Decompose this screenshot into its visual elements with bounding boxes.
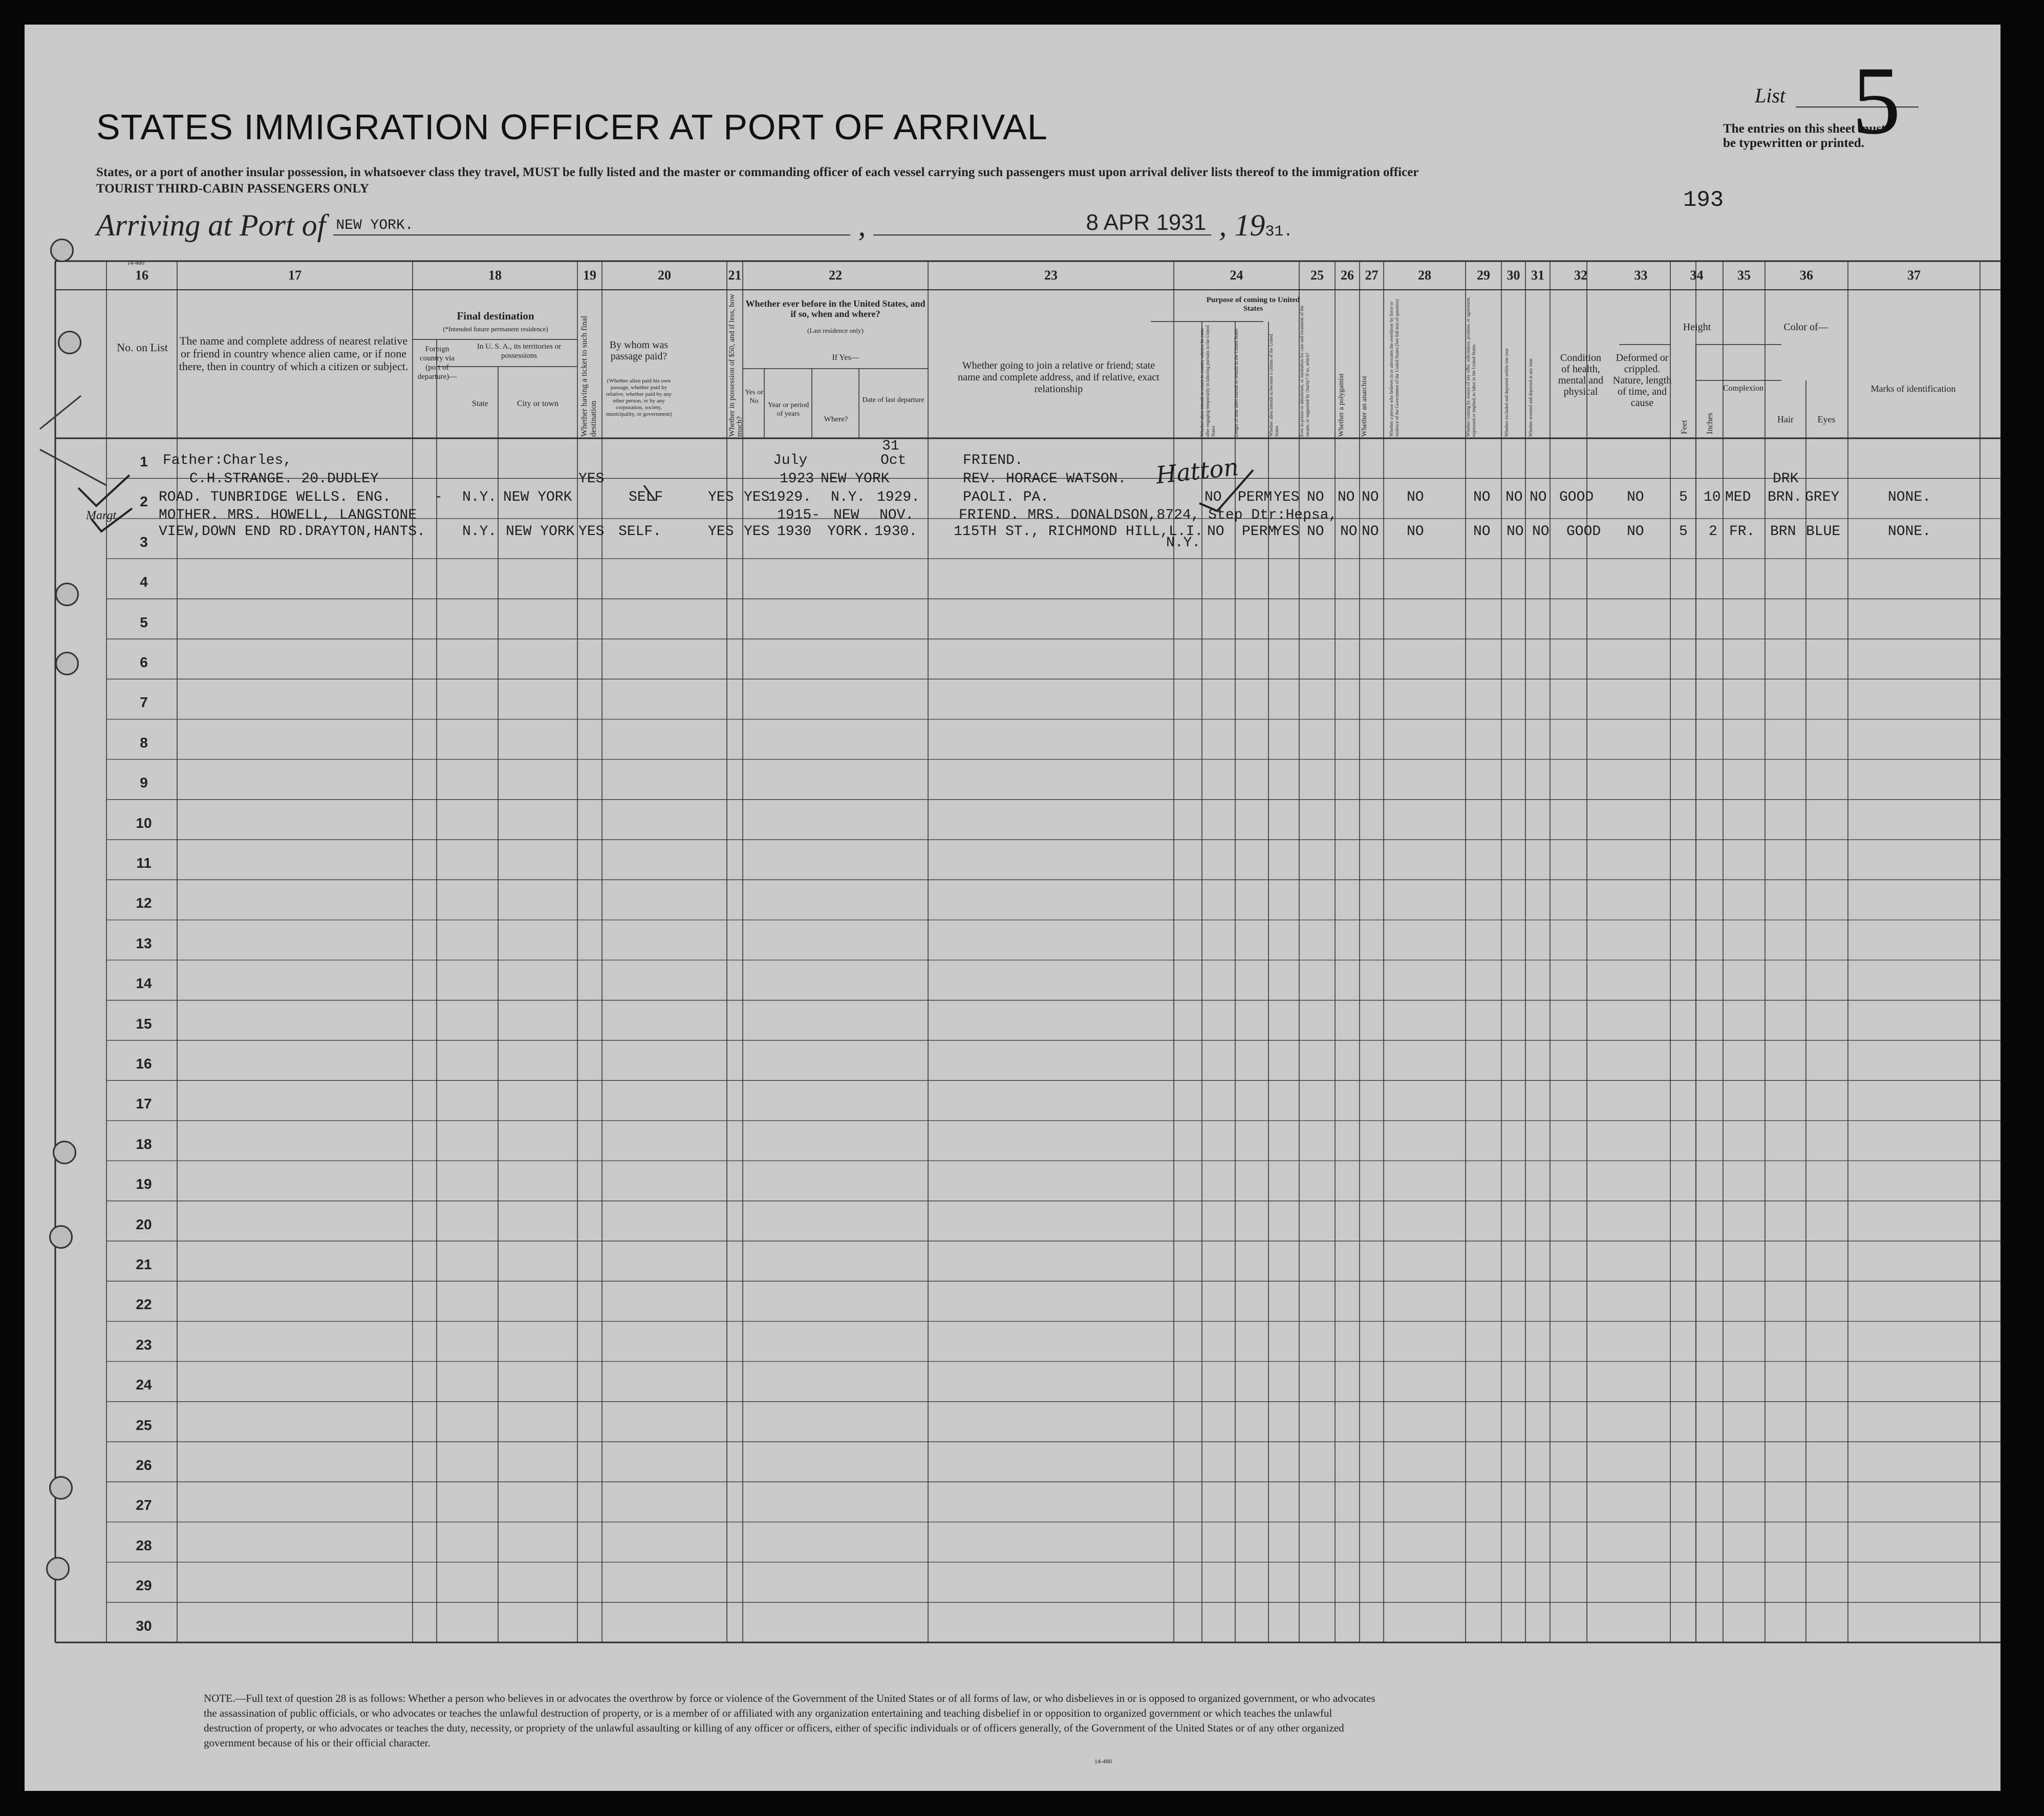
r1-join-c: PAOLI. PA. bbox=[963, 489, 1049, 505]
form-subtitle: States, or a port of another insular possession, in whatsoever class they travel, MUST be fully listed and the master or commanding officer of each vessel carrying such passengers must upon arrival deliver lists thereof to the immigration officer bbox=[96, 165, 1419, 179]
list-note: The entries on this sheet must be typewritten or printed. bbox=[1723, 122, 1886, 150]
r1-date-c: 1929. bbox=[877, 489, 920, 505]
footer-form-code: 14-480 bbox=[1094, 1758, 1112, 1765]
binder-hole bbox=[46, 1557, 70, 1580]
r1-relative-line3: ROAD. TUNBRIDGE WELLS. ENG. bbox=[159, 489, 391, 505]
r1-feet: 5 bbox=[1679, 489, 1688, 505]
row-number: 17 bbox=[136, 1096, 152, 1112]
column-number: 32 bbox=[1574, 268, 1587, 283]
column-number: 22 bbox=[829, 268, 842, 283]
port-name: NEW YORK. bbox=[336, 218, 414, 233]
r2-relative-line2: VIEW,DOWN END RD.DRAYTON,HANTS. bbox=[159, 524, 425, 540]
header-before-in-us: Whether ever before in the United States, and if so, when and where? bbox=[745, 298, 926, 319]
r2-inches: 2 bbox=[1709, 524, 1717, 540]
column-number: 33 bbox=[1634, 268, 1648, 283]
header-polygamist: Whether a polygamist bbox=[1338, 373, 1345, 437]
r2-state: N.Y. bbox=[462, 524, 497, 540]
header-health: Condition of health, mental and physical bbox=[1558, 352, 1604, 397]
column-number: 17 bbox=[288, 268, 302, 283]
header-hair: Hair bbox=[1777, 414, 1794, 424]
r1-excluded: NO bbox=[1505, 489, 1523, 505]
manifest-sheet bbox=[25, 25, 2000, 1791]
footer-note: NOTE.—Full text of question 28 is as follows: Whether a person who believes in or advocates the overthrow by force or violence of the Government of the United States or of all forms of law, or who disbelieves in or is opposed to organized government, or who advocates the assassination of public officials, or who advocates or teaches the unlawful destruction of property, or is a member of or affiliated with any organization entertaining and teaching disbelief in or opposition to organized government or which teaches the unlawful destruction of property, or who advocates or teaches the duty, necessity, or propriety of the unlawful assaulting or killing of any officer or officers, either of specific individuals or of officers generally, of the Government of the United States or of any other organized government because of his or their official character. bbox=[204, 1692, 1375, 1749]
column-number: 16 bbox=[135, 268, 148, 283]
r1-deported: NO bbox=[1530, 489, 1547, 505]
r2-health: GOOD bbox=[1566, 524, 1601, 540]
arriving-line: Arriving at Port of NEW YORK. , 8 APR 1931 , 1931. bbox=[96, 208, 1293, 242]
r2-eyes: BLUE bbox=[1806, 524, 1841, 540]
row-number: 11 bbox=[136, 855, 152, 871]
header-state: State bbox=[472, 399, 488, 408]
arriving-label: Arriving at Port of bbox=[96, 208, 326, 242]
row-number: 30 bbox=[136, 1617, 152, 1634]
row-number: 10 bbox=[136, 815, 152, 831]
r1-paid-by: SELF bbox=[629, 489, 663, 505]
r1-hair-a: DRK bbox=[1773, 471, 1799, 487]
list-number: 5 bbox=[1852, 47, 1901, 155]
r1-join-hand: Hatton bbox=[1154, 453, 1240, 489]
header-passage-note: (Whether alien paid his own passage, whether paid by relative, whether paid by any other person, or by any corporation, society, municipality, or government) bbox=[606, 378, 672, 417]
r1-foreign: - bbox=[434, 489, 443, 505]
r2-citizen: YES bbox=[1274, 524, 1300, 540]
r2-polygamist: NO bbox=[1340, 524, 1358, 540]
header-if-yes: If Yes— bbox=[832, 353, 859, 362]
binder-hole bbox=[55, 583, 79, 606]
row-number: 9 bbox=[140, 775, 148, 791]
header-intends-return: Whether alien intends to return to country whence he came after engaging temporarily in laboring pursuits in the United States bbox=[1199, 325, 1216, 437]
row-number: 14 bbox=[136, 975, 152, 992]
row-number: 6 bbox=[140, 654, 148, 670]
r2-labor: NO bbox=[1473, 524, 1491, 540]
r1-year-b: 1923 bbox=[780, 471, 814, 487]
year-prefix: 19 bbox=[1234, 208, 1265, 242]
r2-join-a: FRIEND. MRS. DONALDSON,8724, Step Dtr:Hepsa, bbox=[959, 507, 1338, 523]
r2-where-b: YORK. bbox=[827, 524, 871, 540]
r2-ticket: YES bbox=[578, 524, 605, 540]
header-height: Height bbox=[1683, 322, 1711, 333]
header-feet: Feet bbox=[1680, 420, 1689, 434]
r1-length: PERM bbox=[1238, 489, 1273, 505]
row-number: 22 bbox=[136, 1296, 152, 1313]
row-number: 15 bbox=[136, 1015, 152, 1032]
header-color-of: Color of— bbox=[1783, 322, 1828, 333]
year-suffix: 31. bbox=[1265, 223, 1293, 241]
r2-excluded: NO bbox=[1507, 524, 1524, 540]
header-anarchist: Whether an anarchist bbox=[1361, 376, 1368, 437]
r2-before-yesno: YES bbox=[744, 524, 770, 540]
row-number: 2 bbox=[140, 494, 148, 510]
row-number: 5 bbox=[140, 614, 148, 630]
r1-overthrow: NO bbox=[1407, 489, 1424, 505]
r1-anarchist: NO bbox=[1362, 489, 1379, 505]
header-become-citizen: Whether alien intends to become a citizen of the United States bbox=[1268, 334, 1279, 437]
row-number: 12 bbox=[136, 895, 152, 911]
r1-labor: NO bbox=[1473, 489, 1491, 505]
header-deformed: Deformed or crippled. Nature, length of time, and cause bbox=[1612, 352, 1672, 409]
r1-city: NEW YORK bbox=[503, 489, 572, 505]
header-year-period: Year or period of years bbox=[767, 401, 809, 418]
column-number: 37 bbox=[1907, 268, 1921, 283]
column-number: 36 bbox=[1800, 268, 1813, 283]
header-foreign-country: Foreign country via (port of departure)— bbox=[417, 345, 457, 381]
r2-intends-return: NO bbox=[1207, 524, 1224, 540]
class-line: TOURIST THIRD-CABIN PASSENGERS ONLY bbox=[96, 182, 369, 196]
row-number: 7 bbox=[140, 694, 148, 711]
r2-year-b: 1930 bbox=[777, 524, 812, 540]
r1-deformed: NO bbox=[1627, 489, 1644, 505]
column-number: 28 bbox=[1418, 268, 1431, 283]
binder-hole bbox=[50, 239, 74, 262]
row-number: 23 bbox=[136, 1336, 152, 1353]
r1-date-a: 31 bbox=[882, 438, 899, 454]
row-number: 19 bbox=[136, 1176, 152, 1192]
row-number: 20 bbox=[136, 1216, 152, 1232]
header-overthrow: Whether a person who believes in or advocates the overthrow by force or violence of the Government of the United States (See full text of question) bbox=[1389, 299, 1400, 437]
header-excluded: Whether excluded and deported within one year bbox=[1504, 348, 1509, 437]
form-title: STATES IMMIGRATION OFFICER AT PORT OF ARRIVAL bbox=[96, 107, 1048, 147]
date-stamp: 8 APR 1931 bbox=[1086, 210, 1207, 235]
column-number: 20 bbox=[658, 268, 671, 283]
r2-join-c: N.Y. bbox=[1166, 535, 1201, 551]
r1-date-b: Oct bbox=[880, 453, 907, 468]
r1-where-b: N.Y. bbox=[831, 489, 866, 505]
r1-hair-b: BRN. bbox=[1768, 489, 1802, 505]
row-number: 29 bbox=[136, 1577, 152, 1594]
header-nearest-relative: The name and complete address of nearest relative or friend in country whence alien came, or if none there, then in country of which a citizen or subject. bbox=[179, 334, 408, 373]
binder-hole bbox=[53, 1141, 76, 1164]
r1-ticket: YES bbox=[578, 471, 605, 487]
page-number: 193 bbox=[1683, 187, 1724, 213]
hand-check-24 bbox=[1199, 470, 1253, 511]
header-deported: Whether arrested and deported at any time bbox=[1528, 358, 1533, 437]
r2-fifty: YES bbox=[708, 524, 734, 540]
r2-margin-name: Margt. bbox=[86, 509, 120, 522]
r1-eyes: GREY bbox=[1805, 489, 1840, 505]
header-complexion: Complexion bbox=[1723, 384, 1764, 393]
row-number: 3 bbox=[140, 533, 148, 550]
header-inches: Inches bbox=[1706, 413, 1714, 434]
r1-relative-line2: C.H.STRANGE. 20.DUDLEY bbox=[189, 471, 379, 487]
row-number: 4 bbox=[140, 574, 148, 590]
check-marks bbox=[25, 25, 2000, 1791]
r2-hair: BRN bbox=[1770, 524, 1796, 540]
r1-citizen: YES bbox=[1274, 489, 1300, 505]
r2-prison: NO bbox=[1307, 524, 1324, 540]
form-code-top: 14-480 bbox=[127, 259, 144, 266]
r1-marks: NONE. bbox=[1888, 489, 1931, 505]
column-number: 19 bbox=[583, 268, 596, 283]
column-number: 30 bbox=[1507, 268, 1520, 283]
check-mark-row-2 bbox=[91, 508, 132, 531]
header-labor-offer: Whether coming by reason of any offer, solicitation, promise, or agreement, expressed or implied, to labor in the United States bbox=[1466, 296, 1476, 437]
row-number: 24 bbox=[136, 1377, 152, 1393]
row-number: 28 bbox=[136, 1537, 152, 1553]
column-number: 21 bbox=[728, 268, 742, 283]
column-number: 23 bbox=[1044, 268, 1058, 283]
binder-hole bbox=[49, 1476, 73, 1500]
column-number: 18 bbox=[488, 268, 502, 283]
check-mark-row-1 bbox=[78, 475, 130, 506]
header-marks: Marks of identification bbox=[1870, 383, 1956, 394]
column-number: 29 bbox=[1477, 268, 1490, 283]
row-number: 21 bbox=[136, 1256, 152, 1272]
header-ticket: Whether having a ticket to such final destination bbox=[580, 315, 598, 437]
r1-join-a: FRIEND. bbox=[963, 453, 1023, 468]
header-where: Where? bbox=[824, 415, 848, 423]
r1-intends-return: NO bbox=[1204, 489, 1222, 505]
header-purpose: Purpose of coming to United States bbox=[1206, 296, 1300, 313]
row-number: 13 bbox=[136, 935, 152, 951]
r2-marks: NONE. bbox=[1888, 524, 1931, 540]
column-number: 31 bbox=[1531, 268, 1544, 283]
header-date-departure: Date of last departure bbox=[862, 396, 924, 404]
r2-overthrow: NO bbox=[1407, 524, 1424, 540]
r1-relative-line1: Father:Charles, bbox=[163, 453, 292, 468]
header-final-destination: Final destination bbox=[457, 310, 534, 322]
r2-date-b: 1930. bbox=[874, 524, 918, 540]
column-number: 34 bbox=[1690, 268, 1704, 283]
row-number: 26 bbox=[136, 1457, 152, 1473]
r1-complexion: MED bbox=[1725, 489, 1751, 505]
row-number: 18 bbox=[136, 1136, 152, 1152]
r2-paid-by: SELF. bbox=[618, 524, 662, 540]
row-number: 27 bbox=[136, 1497, 152, 1513]
row-number: 16 bbox=[136, 1056, 152, 1072]
column-number: 27 bbox=[1365, 268, 1379, 283]
binder-hole bbox=[55, 652, 79, 675]
r2-length: PERM bbox=[1242, 524, 1277, 540]
header-prison: Ever in prison or almshouse, or institution for care and treatment of the insane, or supported by charity? If so, which? bbox=[1299, 305, 1310, 437]
r1-year-a: July bbox=[773, 453, 808, 468]
r2-date-a: NOV. bbox=[879, 507, 914, 523]
r2-deformed: NO bbox=[1627, 524, 1644, 540]
r1-state: N.Y. bbox=[462, 489, 497, 505]
binder-hole bbox=[49, 1225, 73, 1249]
header-eyes: Eyes bbox=[1817, 414, 1836, 424]
header-city: City or town bbox=[517, 399, 558, 408]
r1-fifty: YES bbox=[708, 489, 734, 505]
r2-relative-line1: MOTHER. MRS. HOWELL, LANGSTONE bbox=[159, 507, 417, 523]
header-join-relative: Whether going to join a relative or friend; state name and complete address, and if relative, exact relationship bbox=[958, 360, 1159, 395]
r1-prison: NO bbox=[1307, 489, 1324, 505]
r2-join-b: 115TH ST., RICHMOND HILL,L.I. bbox=[954, 524, 1203, 540]
list-label: List bbox=[1755, 84, 1786, 107]
column-number: 35 bbox=[1737, 268, 1751, 283]
margin-stroke bbox=[40, 396, 81, 429]
column-number: 24 bbox=[1230, 268, 1243, 283]
strike-paid-by bbox=[644, 485, 655, 501]
r2-complexion: FR. bbox=[1729, 524, 1755, 540]
r1-before-yesno: YES bbox=[744, 489, 770, 505]
header-fifty-dollars: Whether in possession of $50, and if less, how much? bbox=[728, 293, 744, 437]
header-no-on-list: No. on List bbox=[117, 341, 168, 354]
r2-anarchist: NO bbox=[1362, 524, 1379, 540]
row-number: 25 bbox=[136, 1417, 152, 1433]
r1-join-b: REV. HORACE WATSON. bbox=[963, 471, 1127, 487]
r2-year-a: 1915- bbox=[777, 507, 821, 523]
header-passage-paid: By whom was passage paid? bbox=[609, 339, 669, 362]
row-number: 8 bbox=[140, 734, 148, 751]
column-number: 26 bbox=[1341, 268, 1354, 283]
r1-health: GOOD bbox=[1559, 489, 1594, 505]
r2-city: NEW YORK bbox=[506, 524, 575, 540]
r2-deported: NO bbox=[1532, 524, 1550, 540]
header-before-note: (Last residence only) bbox=[807, 327, 864, 334]
r1-inches: 10 bbox=[1704, 489, 1721, 505]
r1-year-c: 1929. bbox=[768, 489, 812, 505]
header-final-destination-note: (*Intended future permanent residence) bbox=[443, 325, 548, 333]
binder-hole bbox=[58, 331, 81, 354]
r2-feet: 5 bbox=[1679, 524, 1688, 540]
margin-stroke-2 bbox=[40, 450, 106, 485]
r2-where-a: NEW bbox=[833, 507, 859, 523]
header-in-usa: In U. S. A., its territories or possessions bbox=[477, 343, 562, 360]
column-number: 25 bbox=[1310, 268, 1324, 283]
header-yes-or-no: Yes or No bbox=[745, 389, 763, 405]
r1-polygamist: NO bbox=[1338, 489, 1355, 505]
row-number: 1 bbox=[140, 454, 148, 469]
r1-where-a: NEW YORK bbox=[821, 471, 890, 487]
header-length-stay: Length of time alien intends to remain in the United States bbox=[1234, 329, 1239, 437]
